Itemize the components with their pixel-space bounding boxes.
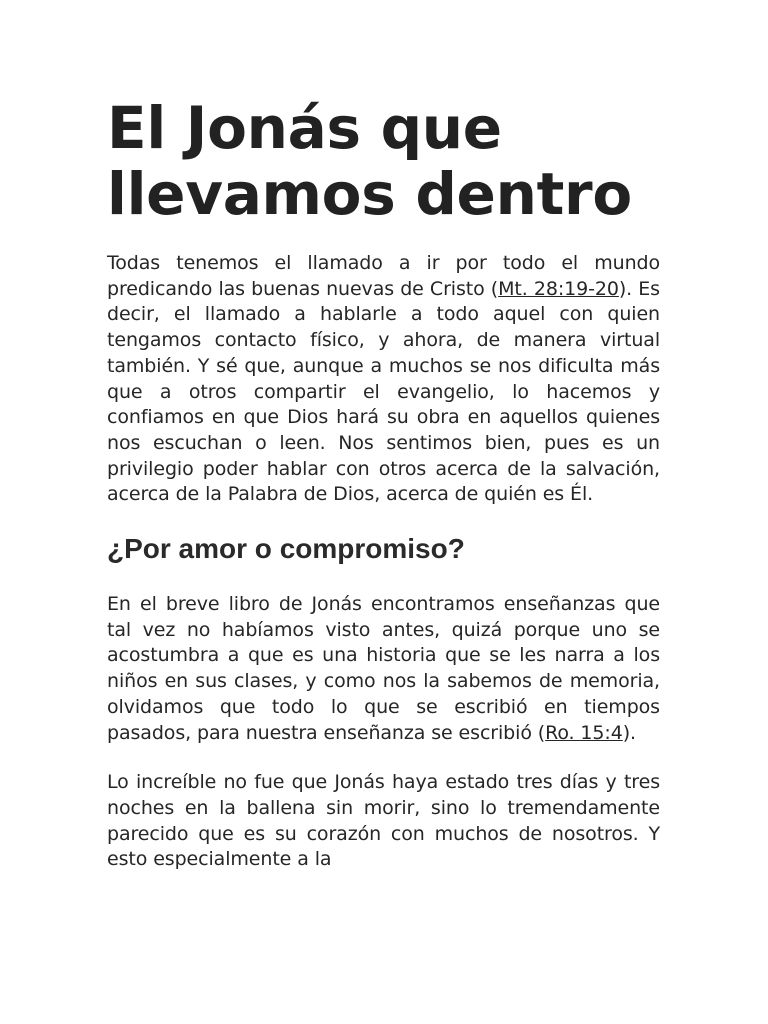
closing-paragraph: Lo increíble no fue que Jonás haya estado tres días y tres noches en la ballena sin morir, sino lo tremendamente parecido que es su corazón con muchos de nosotros. Y esto especialmente a la [107,771,660,871]
bible-reference-link[interactable]: Mt. 28:19-20 [498,277,619,300]
section-text-after: ). [622,721,636,744]
intro-text-before: Todas tenemos el llamado a ir por todo el mundo predicando las buenas nuevas de Cristo ( [107,252,660,300]
section-paragraph [107,592,660,746]
intro-paragraph [107,251,660,508]
article [107,95,660,897]
article-title: El Jonás que llevamos dentro [107,94,632,228]
bible-reference-link[interactable]: Ro. 15:4 [545,721,623,744]
intro-text-after: ). Es decir, el llamado a hablarle a todo aquel con quien tengamos contacto físico, y ahora, de manera virtual también. Y sé que, aunque a muchos se nos dificulta más que a otros compartir el evangelio, lo hacemos y confiamos en que Dios hará su obra en aquellos quienes nos escuchan o leen. Nos sentimos bien, pues es un privilegio poder hablar con otros acerca de la salvación, acerca de la Palabra de Dios, acerca de quién es Él. [107,277,660,506]
section-text-before: En el breve libro de Jonás encontramos enseñanzas que tal vez no habíamos visto antes, quizá porque uno se acostumbra a que es una historia que se les narra a los niños en sus clases, y como nos la sabemos de memoria, olvidamos que todo lo que se escribió en tiempos pasados, para nuestra enseñanza se escribió ( [107,593,660,744]
section-heading: ¿Por amor o compromiso? [107,533,465,565]
